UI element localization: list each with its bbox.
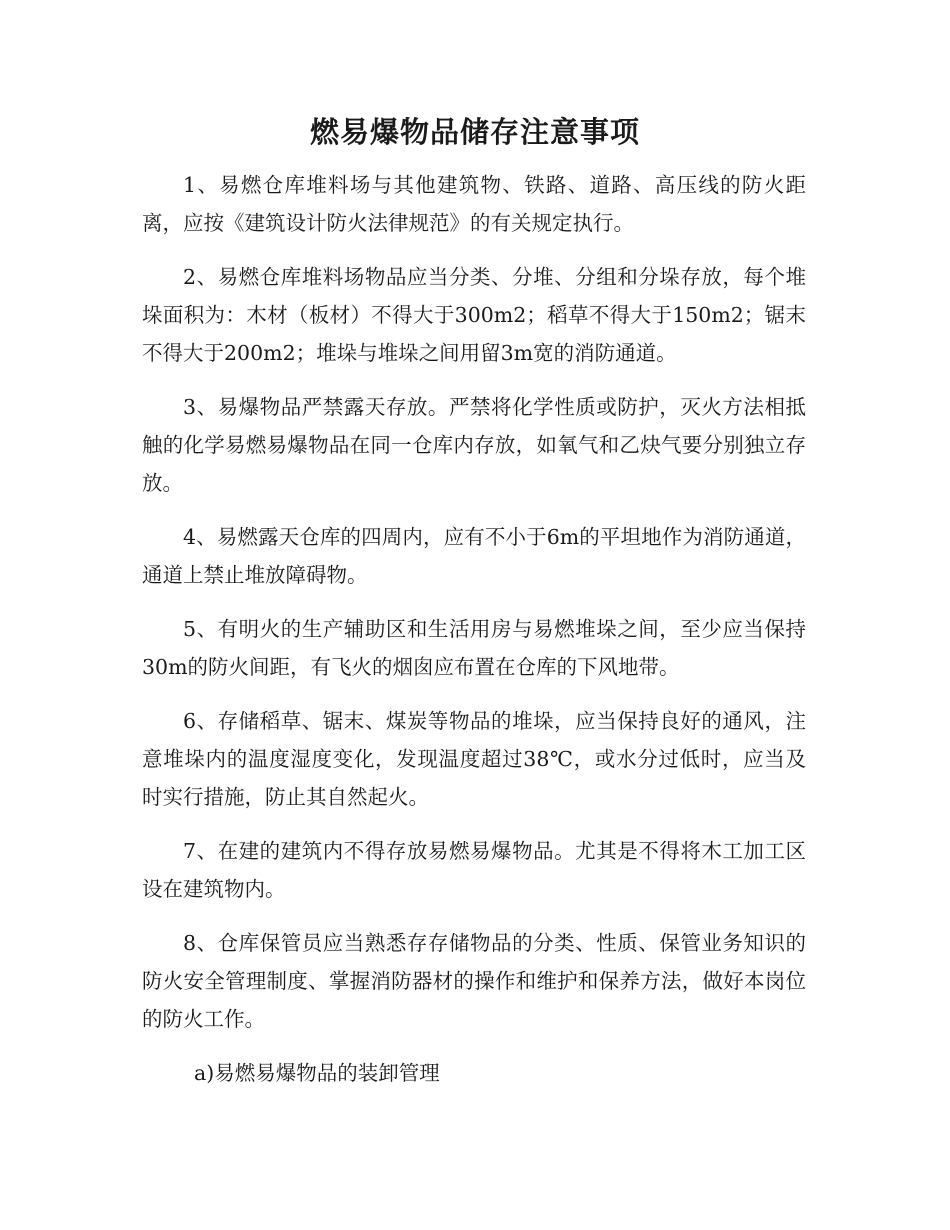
paragraph-6: 6、存储稻草、锯末、煤炭等物品的堆垛，应当保持良好的通风，注意堆垛内的温度湿度变化，发现温度超过38℃，或水分过低时，应当及时实行措施，防止其自然起火。	[142, 709, 806, 809]
paragraph-1: 1、易燃仓库堆料场与其他建筑物、铁路、道路、高压线的防火距离，应按《建筑设计防火法律规范》的有关规定执行。	[142, 173, 806, 235]
document-body	[142, 166, 806, 1092]
paragraph-8: 8、仓库保管员应当熟悉存存储物品的分类、性质、保管业务知识的防火安全管理制度、掌握消防器材的操作和维护和保养方法，做好本岗位的防火工作。	[142, 931, 806, 1031]
paragraph-2: 2、易燃仓库堆料场物品应当分类、分堆、分组和分垛存放，每个堆垛面积为：木材（板材）不得大于300m2；稻草不得大于150m2；锯末不得大于200m2；堆垛与堆垛之间用留3m宽的消防通道。	[142, 265, 806, 365]
document-title: 燃易爆物品储存注意事项	[309, 115, 640, 149]
subheading-a: a)易燃易爆物品的装卸管理	[194, 1061, 440, 1085]
paragraph-4: 4、易燃露天仓库的四周内，应有不小于6m的平坦地作为消防通道，通道上禁止堆放障碍物。	[142, 525, 806, 587]
paragraph-7: 7、在建的建筑内不得存放易燃易爆物品。尤其是不得将木工加工区设在建筑物内。	[142, 839, 806, 901]
paragraph-3: 3、易爆物品严禁露天存放。严禁将化学性质或防护，灭火方法相抵触的化学易燃易爆物品在同一仓库内存放，如氧气和乙炔气要分别独立存放。	[142, 395, 806, 495]
paragraph-5: 5、有明火的生产辅助区和生活用房与易燃堆垛之间，至少应当保持30m的防火间距，有飞火的烟囱应布置在仓库的下风地带。	[142, 617, 806, 679]
